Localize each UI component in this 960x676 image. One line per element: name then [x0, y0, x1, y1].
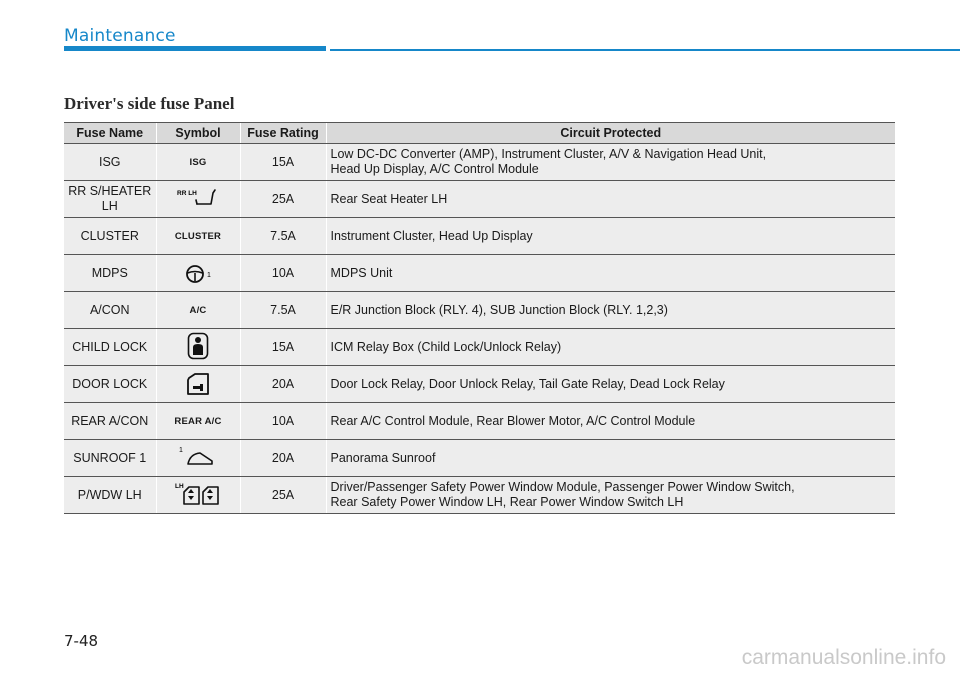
header-symbol: Symbol [156, 123, 240, 144]
circuit-line: Panorama Sunroof [330, 450, 436, 465]
fuse-symbol [156, 255, 240, 292]
symbol-text: REAR A/C [174, 415, 222, 427]
circuit-protected [326, 292, 895, 329]
power-window-icon [174, 479, 222, 509]
table-row [64, 255, 895, 292]
fuse-name: CLUSTER [64, 218, 156, 255]
table-row [64, 218, 895, 255]
table-row [64, 440, 895, 477]
circuit-line: E/R Junction Block (RLY. 4), SUB Junction Block (RLY. 1,2,3) [330, 302, 668, 317]
svg-text:RR LH: RR LH [177, 189, 197, 197]
fuse-symbol [156, 477, 240, 514]
table-row [64, 366, 895, 403]
section-label: Maintenance [64, 26, 176, 46]
symbol-text: ISG [189, 156, 207, 168]
fuse-rating: 15A [240, 144, 326, 181]
header-circuit-protected: Circuit Protected [326, 123, 895, 144]
circuit-protected [326, 477, 895, 514]
header-fuse-name: Fuse Name [64, 123, 156, 144]
header-rule-thick [64, 46, 326, 51]
circuit-line: Rear Seat Heater LH [330, 191, 448, 206]
fuse-symbol [156, 218, 240, 255]
fuse-rating: 20A [240, 440, 326, 477]
fuse-rating: 10A [240, 403, 326, 440]
fuse-rating: 25A [240, 477, 326, 514]
circuit-protected [326, 366, 895, 403]
fuse-rating: 15A [240, 329, 326, 366]
fuse-rating: 25A [240, 181, 326, 218]
page-title: Driver's side fuse Panel [64, 94, 235, 113]
header-fuse-rating: Fuse Rating [240, 123, 326, 144]
fuse-rating: 7.5A [240, 292, 326, 329]
fuse-name: MDPS [64, 255, 156, 292]
fuse-symbol [156, 440, 240, 477]
circuit-protected [326, 144, 895, 181]
table-row [64, 403, 895, 440]
circuit-line: Low DC-DC Converter (AMP), Instrument Cluster, A/V & Navigation Head Unit, [330, 147, 767, 161]
fuse-symbol [156, 329, 240, 366]
table-row [64, 329, 895, 366]
door-lock-icon [185, 369, 211, 399]
fuse-name: REAR A/CON [64, 403, 156, 440]
child-lock-icon [187, 331, 209, 361]
fuse-symbol [156, 144, 240, 181]
circuit-protected [326, 218, 895, 255]
table-row [64, 181, 895, 218]
svg-text:1: 1 [207, 271, 211, 279]
circuit-line: Driver/Passenger Safety Power Window Module, Passenger Power Window Switch, [330, 480, 795, 494]
fuse-symbol [156, 292, 240, 329]
circuit-protected [326, 255, 895, 292]
circuit-line: Door Lock Relay, Door Unlock Relay, Tail Gate Relay, Dead Lock Relay [330, 376, 725, 391]
seat-heater-icon [175, 184, 221, 214]
table-row [64, 144, 895, 181]
circuit-protected [326, 440, 895, 477]
table-row [64, 477, 895, 514]
svg-text:LH: LH [175, 483, 184, 490]
fuse-name: RR S/HEATER LH [64, 181, 156, 218]
steering-wheel-icon [181, 258, 215, 288]
fuse-rating: 20A [240, 366, 326, 403]
circuit-line: ICM Relay Box (Child Lock/Unlock Relay) [330, 339, 562, 354]
page-number: 7-48 [64, 632, 99, 650]
fuse-table [64, 122, 895, 514]
circuit-protected [326, 181, 895, 218]
sunroof-icon [178, 442, 218, 472]
fuse-rating: 10A [240, 255, 326, 292]
fuse-name: ISG [64, 144, 156, 181]
circuit-protected [326, 329, 895, 366]
symbol-text: CLUSTER [174, 230, 222, 242]
fuse-rating: 7.5A [240, 218, 326, 255]
watermark-text: carmanualsonline.info [741, 646, 946, 669]
symbol-text: A/C [189, 304, 207, 316]
circuit-line: Rear A/C Control Module, Rear Blower Motor, A/C Control Module [330, 413, 696, 428]
fuse-name: A/CON [64, 292, 156, 329]
header-rule-thin [330, 49, 960, 51]
fuse-name: SUNROOF 1 [64, 440, 156, 477]
fuse-name: DOOR LOCK [64, 366, 156, 403]
svg-text:1: 1 [179, 447, 183, 454]
fuse-name: P/WDW LH [64, 477, 156, 514]
fuse-symbol [156, 366, 240, 403]
table-header-row [64, 123, 895, 144]
table-row [64, 292, 895, 329]
fuse-name: CHILD LOCK [64, 329, 156, 366]
circuit-line: MDPS Unit [330, 265, 393, 280]
circuit-line: Rear Safety Power Window LH, Rear Power Window Switch LH [330, 495, 684, 509]
circuit-line: Instrument Cluster, Head Up Display [330, 228, 533, 243]
fuse-symbol [156, 403, 240, 440]
fuse-symbol [156, 181, 240, 218]
circuit-protected [326, 403, 895, 440]
circuit-line: Head Up Display, A/C Control Module [330, 162, 539, 176]
